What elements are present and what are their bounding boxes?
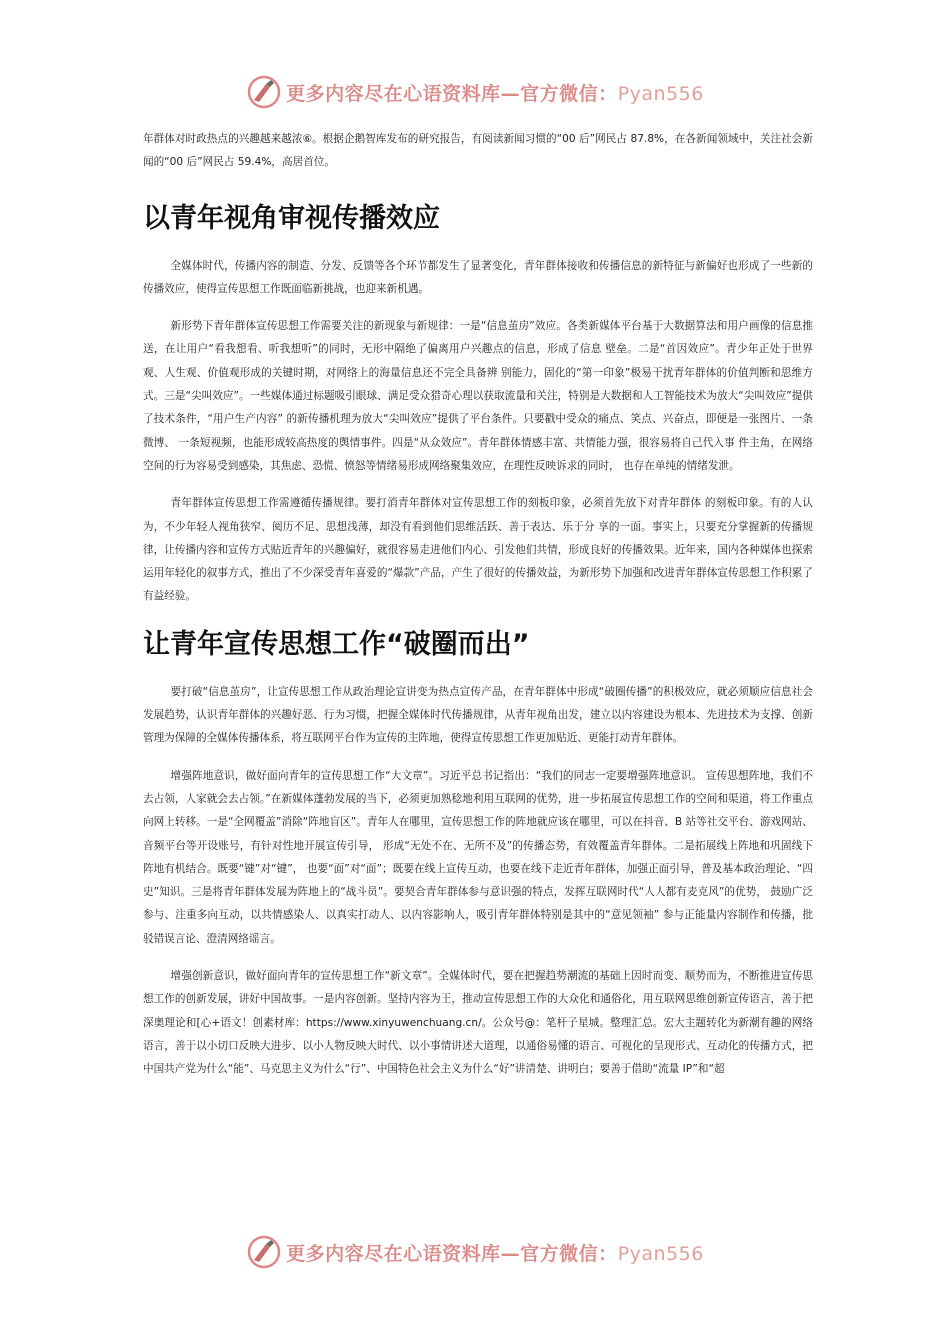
header-banner (0, 72, 950, 112)
paragraph: 增强创新意识，做好面向青年的宣传思想工作“新文章”。全媒体时代，要在把握趋势潮流的基础上因时而变、顺势而为，不断推进宣传思想工作的创新发展，讲好中国故事。一是内容创新。坚持内容为王，推动宣传思想工作的大众化和通俗化，用互联网思维创新宣传语言，善于把深奥理论和[心+语文！创素材库：https://www.xinyuwenchuang.cn/。公众号@：笔杆子星城。整理汇总。宏大主题转化为新潮有趣的网络语言，善于以小切口反映大进步、以小人物反映大时代、以小事情讲述大道理，以通俗易懂的语言、可视化的呈现形式、互动化的传播方式，把中国共产党为什么“能”、马克思主义为什么“行”、中国特色社会主义为什么“好”讲清楚、讲明白；要善于借助“流量 IP”和“超 (143, 970, 813, 1076)
paragraph: 全媒体时代，传播内容的制造、分发、反馈等各个环节都发生了显著变化，青年群体接收和传播信息的新特征与新偏好也形成了一些新的传播效应，使得宣传思想工作既面临新挑战，也迎来新机遇。 (143, 259, 813, 295)
section-heading-1: 以青年视角审视传播效应 (143, 202, 440, 234)
footer-banner (0, 1232, 950, 1272)
wechat-id: Pyan556 (617, 1242, 704, 1265)
intro-paragraph: 年群体对时政热点的兴趣越来越浓⑥。根据企鹅智库发布的研究报告，有阅读新闻习惯的“00 后”网民占 87.8%，在各新闻领域中，关注社会新闻的“00 后”网民占 59.4%，高居首位。 (143, 133, 813, 169)
banner-text: 更多内容尽在心语资料库—官方微信：Pyan556 (286, 82, 704, 105)
brush-logo-icon (246, 1234, 282, 1270)
brush-logo-icon (246, 74, 282, 110)
paragraph: 新形势下青年群体宣传思想工作需要关注的新现象与新规律：一是“信息茧房”效应。各类新媒体平台基于大数据算法和用户画像的信息推送，在让用户“看我想看、听我想听”的同时，无形中隔绝了偏离用户兴趣点的信息，形成了信息 壁垒。二是“首因效应”。青少年正处于世界观、人生观、价值观形成的关键时期，对网络上的海量信息还不完全具备辨 别能力，固化的“第一印象”极易干扰青年群体的价值判断和思维方式。三是“尖叫效应”。一些媒体通过标题吸引眼球、满足受众猎奇心理以获取流量和关注，特别是大数据和人工智能技术为放大“尖叫效应”提供了技术条件，“用户生产内容” 的新传播机理为放大“尖叫效应”提供了平台条件。只要戳中受众的痛点、笑点、兴奋点，即便是一张图片、一条微博、 一条短视频，也能形成较高热度的舆情事件。四是“从众效应”。青年群体情感丰富、共情能力强，很容易将自己代入事 件主角，在网络空间的行为容易受到感染，其焦虑、恐慌、愤怒等情绪易形成网络聚集效应，在理性反映诉求的同时， 也存在单纯的情绪发泄。 (143, 320, 813, 472)
paragraph: 增强阵地意识，做好面向青年的宣传思想工作“大文章”。习近平总书记指出：“我们的同志一定要增强阵地意识。 宣传思想阵地，我们不去占领，人家就会去占领。”在新媒体蓬勃发展的当下，必须更加熟稔地利用互联网的优势，进一步拓展宣传思想工作的空间和渠道，将工作重点向网上转移。一是“全网覆盖”消除“阵地盲区”。青年人在哪里，宣传思想工作的阵地就应该在哪里，可以在抖音、B 站等社交平台、游戏网站、音频平台等开设账号，有针对性地开展宣传引导， 形成“无处不在、无所不及”的传播态势，有效覆盖青年群体。二是拓展线上阵地和巩固线下阵地有机结合。既要“键”对“键”， 也要“面”对“面”；既要在线上宣传互动，也要在线下走近青年群体，加强正面引导，普及基本政治理论、“四史”知识。三是将青年群体发展为阵地上的“战斗员”。要契合青年群体参与意识强的特点，发挥互联网时代“人人都有麦克风”的优势， 鼓励广泛参与、注重多向互动，以共情感染人、以真实打动人、以内容影响人，吸引青年群体特别是其中的“意见领袖” 参与正能量内容制作和传播，批驳错误言论、澄清网络谣言。 (143, 769, 813, 945)
paragraph: 青年群体宣传思想工作需遵循传播规律。要打消青年群体对宣传思想工作的刻板印象，必须首先放下对青年群体 的刻板印象。有的人认为，不少年轻人视角狭窄、阅历不足、思想浅薄，却没有看到他们思维活跃、善于表达、乐于分 享的一面。事实上，只要充分掌握新的传播规律，让传播内容和宣传方式贴近青年的兴趣偏好，就很容易走进他们内心、引发他们共情，形成良好的传播效果。近年来，国内各种媒体也探索运用年轻化的叙事方式，推出了不少深受青年喜爱的“爆款”产品，产生了很好的传播效益，为新形势下加强和改进青年群体宣传思想工作积累了有益经验。 (143, 497, 813, 603)
wechat-id: Pyan556 (617, 82, 704, 105)
article-body (143, 128, 813, 1082)
paragraph: 要打破“信息茧房”，让宣传思想工作从政治理论宣讲变为热点宣传产品，在青年群体中形成“破圈传播”的积极效应，就必须顺应信息社会发展趋势，认识青年群体的兴趣好恶、行为习惯，把握全媒体时代传播规律，从青年视角出发，建立以内容建设为根本、先进技术为支撑、创新管理为保障的全媒体传播体系，将互联网平台作为宣传的主阵地，使得宣传思想工作更加贴近、更能打动青年群体。 (143, 685, 813, 745)
banner-text: 更多内容尽在心语资料库—官方微信：Pyan556 (286, 1242, 704, 1265)
section-heading-2: 让青年宣传思想工作“破圈而出” (143, 628, 530, 660)
